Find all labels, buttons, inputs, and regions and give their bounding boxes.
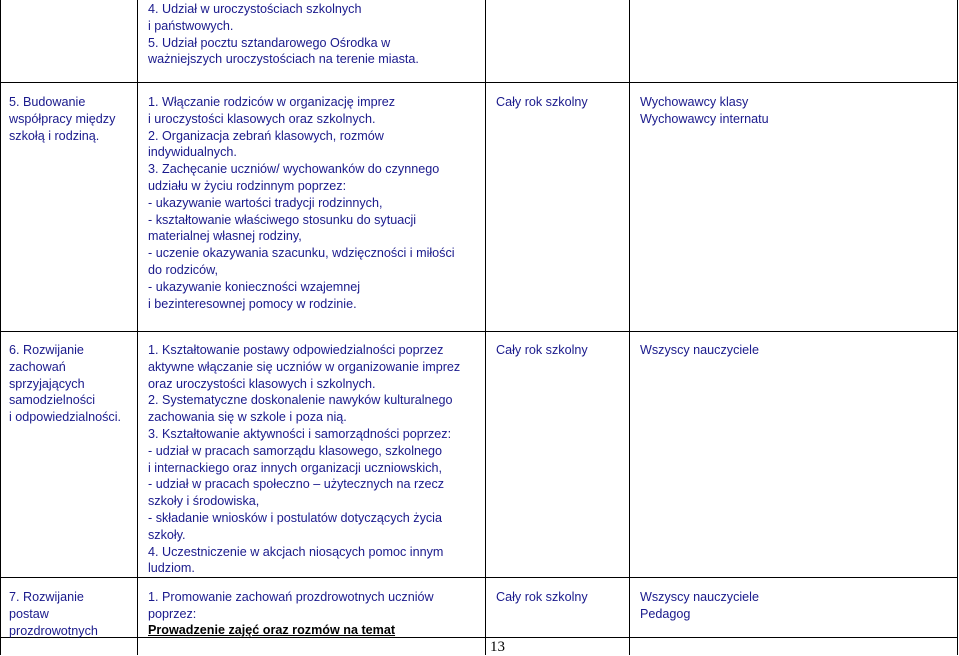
row2-task: 6. Rozwijanie zachowań sprzyjających samodzielności i odpowiedzialności. (9, 343, 122, 425)
row2-responsible: Wszyscy nauczyciele (640, 343, 759, 357)
page-number: 13 (490, 639, 505, 655)
row3-term: Cały rok szkolny (496, 590, 588, 604)
row3-responsible: Wszyscy nauczyciele Pedagog (640, 590, 759, 621)
table-border-col2 (485, 0, 486, 655)
row0-activities: 4. Udział w uroczystościach szkolnych i państwowych. 5. Udział pocztu sztandarowego Ośrodka w ważniejszych uroczystościach na terenie miasta. (148, 2, 419, 67)
row2-term: Cały rok szkolny (496, 343, 588, 357)
row-divider-2 (0, 331, 958, 332)
row2-activities: 1. Kształtowanie postawy odpowiedzialności poprzez aktywne włączanie się uczniów w organizowanie imprez oraz uroczystości klasowych i szkolnych. 2. Systematyczne doskonalenie nawyków kulturalnego zachowania się w szkole i poza nią. 3. Kształtowanie aktywności i samorządności poprzez: - udział w pracach samorządu klasowego, szkolnego i internackiego oraz innych organizacji uczniowskich, - udział w pracach społeczno – użytecznych na rzecz szkoły i środowiska, - składanie wniosków i postulatów dotyczących życia szkoły. 4. Uczestniczenie w akcjach niosących pomoc innym ludziom. (148, 343, 461, 576)
row3-task: 7. Rozwijanie postaw prozdrowotnych (9, 590, 98, 638)
row3-activities: 1. Promowanie zachowań prozdrowotnych uczniów poprzez: (148, 590, 434, 621)
row1-term: Cały rok szkolny (496, 95, 588, 109)
row1-activities: 1. Włączanie rodziców w organizację imprez i uroczystości klasowych oraz szkolnych. 2. Organizacja zebrań klasowych, rozmów indywidualnych. 3. Zachęcanie uczniów/ wychowanków do czynnego udziału w życiu rodzinnym poprzez: - ukazywanie wartości tradycji rodzinnych, - kształtowanie właściwego stosunku do sytuacji materialnej własnej rodziny, - uczenie okazywania szacunku, wdzięczności i miłości do rodziców, - ukazywanie konieczności wzajemnej i bezinteresownej pomocy w rodzinie. (148, 95, 455, 311)
table-border-col3 (629, 0, 630, 655)
row1-task: 5. Budowanie współpracy między szkołą i rodziną. (9, 95, 116, 143)
table-border-col1 (137, 0, 138, 655)
row3-activities-bold: Prowadzenie zajęć oraz rozmów na temat (148, 623, 396, 637)
row-divider-1 (0, 82, 958, 83)
row1-responsible: Wychowawcy klasy Wychowawcy internatu (640, 95, 769, 126)
table-border-left (0, 0, 1, 655)
table-border-right (957, 0, 958, 655)
